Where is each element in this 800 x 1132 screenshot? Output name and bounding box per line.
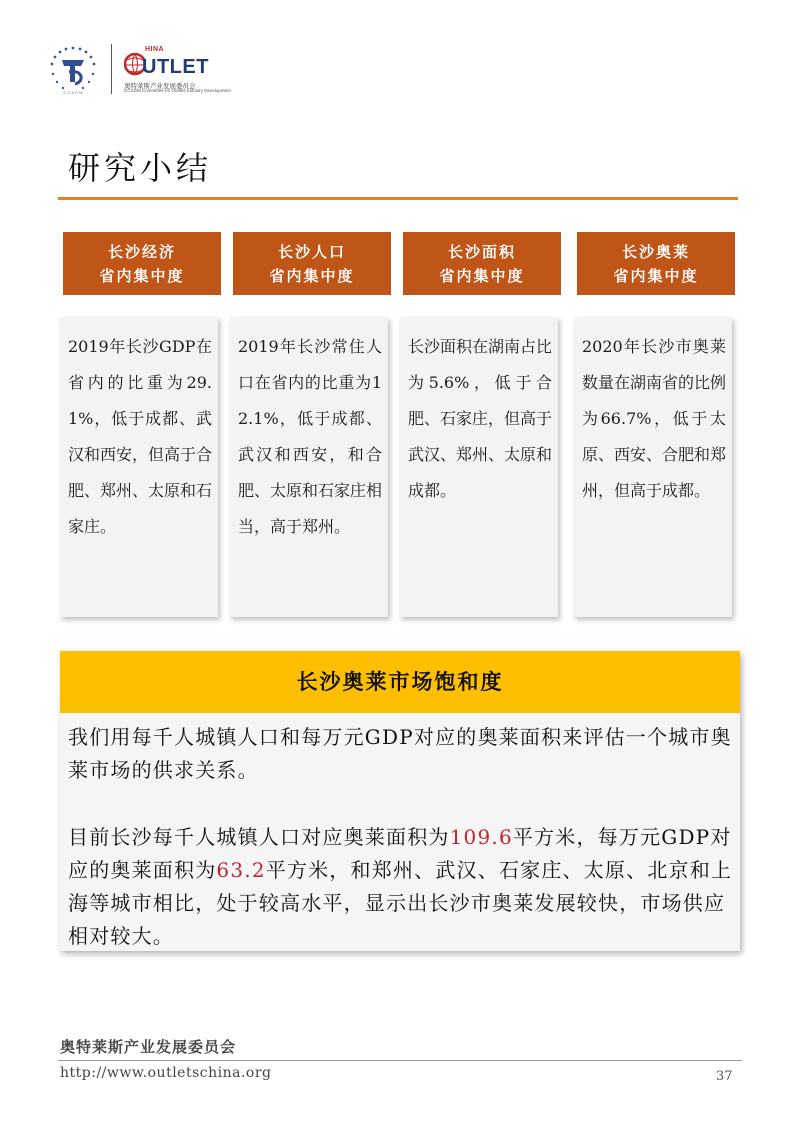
highlight-value-area-per-pop: 109.6: [449, 825, 513, 849]
column-body-economy: 2019年长沙GDP在省内的比重为29.1%，低于成都、武汉和西安，但高于合肥、郑州、太原和石家庄。: [60, 317, 218, 617]
header-logos: [48, 40, 248, 100]
column-header-line1: 长沙经济: [107, 243, 176, 261]
column-header-line2: 省内集中度: [439, 267, 525, 285]
saturation-box: [60, 651, 740, 951]
column-header-line1: 长沙奥莱: [621, 243, 690, 261]
saturation-paragraph-2: [68, 821, 736, 953]
column-header-line2: 省内集中度: [269, 267, 355, 285]
column-body-area: 长沙面积在湖南占比为5.6%，低于合肥、石家庄，但高于武汉、郑州、太原和成都。: [400, 317, 558, 617]
outlet-logo: [124, 46, 244, 94]
svg-text:C C A G M: C C A G M: [63, 90, 83, 95]
column-header-line1: 长沙面积: [447, 243, 516, 261]
saturation-heading: 长沙奥莱市场饱和度: [60, 651, 740, 713]
column-body-population: 2019年长沙常住人口在省内的比重为12.1%，低于成都、武汉和西安，和合肥、太原和石家庄相当，高于郑州。: [230, 317, 388, 617]
logo-org-en: CCAGM Committee for Outlets Industry Development: [124, 88, 231, 93]
logo-hina-text: HINA: [145, 46, 165, 53]
logo-outlet-text: UTLET: [142, 56, 209, 78]
footer-organization: 奥特莱斯产业发展委员会: [60, 1038, 237, 1056]
column-header-area: [403, 232, 561, 295]
logo-org-cn: 奥特莱斯产业发展委员会: [124, 83, 196, 90]
column-header-outlets: [577, 232, 735, 295]
para2-text-c: 平方米，和郑州、武汉、石家庄、太原、北京和上海等城市相比，处于较高水平，显示出长沙市奥莱发展较快，市场供应相对较大。: [68, 858, 733, 948]
footer-divider: [58, 1060, 742, 1061]
page-title: 研究小结: [68, 149, 213, 187]
column-header-line1: 长沙人口: [277, 243, 346, 261]
footer-url-link[interactable]: http://www.outletschina.org: [60, 1065, 272, 1081]
highlight-value-area-per-gdp: 63.2: [216, 858, 266, 882]
para2-text-a: 目前长沙每千人城镇人口对应奥莱面积为: [68, 825, 450, 849]
column-header-line2: 省内集中度: [613, 267, 699, 285]
saturation-paragraph-1: 我们用每千人城镇人口和每万元GDP对应的奥莱面积来评估一个城市奥莱市场的供求关系。: [68, 725, 732, 782]
column-body-outlets: 2020年长沙市奥莱数量在湖南省的比例为66.7%，低于太原、西安、合肥和郑州，但高于成都。: [574, 317, 732, 617]
title-divider: [58, 197, 738, 200]
cca-emblem-icon: [48, 42, 98, 96]
para2-text-b: 平方米，每万元GDP对应的奥莱面积为: [68, 825, 732, 882]
column-header-line2: 省内集中度: [99, 267, 185, 285]
column-header-economy: [63, 232, 221, 295]
column-header-population: [233, 232, 391, 295]
logo-divider: [111, 44, 112, 94]
page-number: 37: [716, 1069, 733, 1084]
